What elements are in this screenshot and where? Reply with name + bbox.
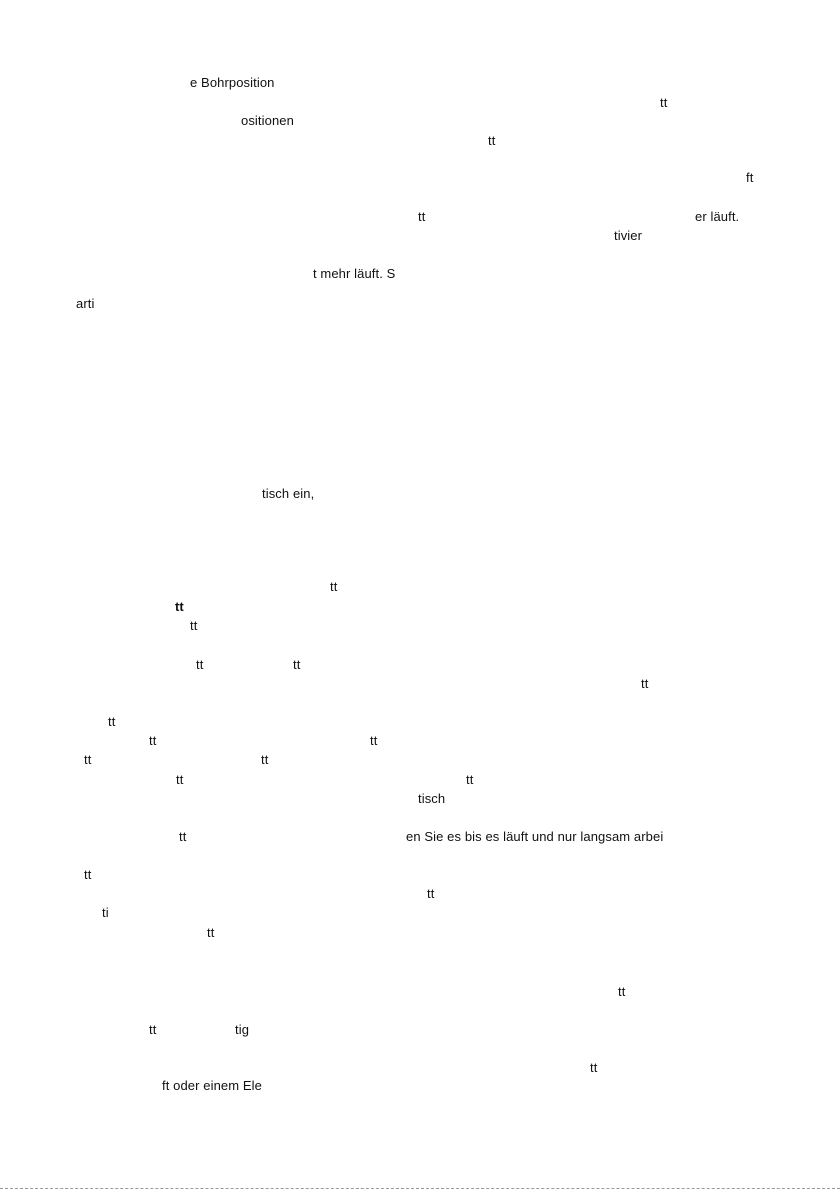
text-fragment: tig xyxy=(235,1022,250,1037)
text-fragment: tt xyxy=(149,1022,157,1037)
text-fragment: tt xyxy=(176,772,184,787)
text-fragment: tt xyxy=(149,733,157,748)
text-fragment: tisch ein, xyxy=(262,486,315,501)
text-fragment: tt xyxy=(660,95,668,110)
text-fragment: ft oder einem Ele xyxy=(162,1078,262,1093)
text-fragment: tt xyxy=(590,1060,598,1075)
text-fragment: tt xyxy=(84,867,92,882)
text-fragment: tt xyxy=(641,676,649,691)
text-fragment: ft xyxy=(746,170,754,185)
text-fragment: ti xyxy=(102,905,109,920)
text-fragment: en Sie es bis es läuft und nur langsam arbei xyxy=(406,829,664,844)
text-fragment: tivier xyxy=(614,228,643,243)
text-fragment: tt xyxy=(618,984,626,999)
text-fragment: ositionen xyxy=(241,113,294,128)
text-fragment: tt xyxy=(466,772,474,787)
text-fragment: arti xyxy=(76,296,95,311)
text-fragment: tt xyxy=(330,579,338,594)
text-fragment: tt xyxy=(488,133,496,148)
text-fragment: t mehr läuft. S xyxy=(313,266,396,281)
text-fragment: tt xyxy=(261,752,269,767)
text-fragment: tt xyxy=(418,209,426,224)
text-fragment: tt xyxy=(108,714,116,729)
text-fragment: tt xyxy=(196,657,204,672)
text-fragment: tt xyxy=(179,829,187,844)
text-fragment: e Bohrposition xyxy=(190,75,275,90)
text-fragment: tt xyxy=(293,657,301,672)
text-fragment: tt xyxy=(370,733,378,748)
text-fragment: tisch xyxy=(418,791,446,806)
text-fragment: er läuft. xyxy=(695,209,740,224)
text-fragment: tt xyxy=(84,752,92,767)
page-bottom-rule xyxy=(0,1188,840,1189)
text-fragment: tt xyxy=(207,925,215,940)
text-fragment: tt xyxy=(175,599,184,614)
text-fragment: tt xyxy=(190,618,198,633)
text-fragment: tt xyxy=(427,886,435,901)
